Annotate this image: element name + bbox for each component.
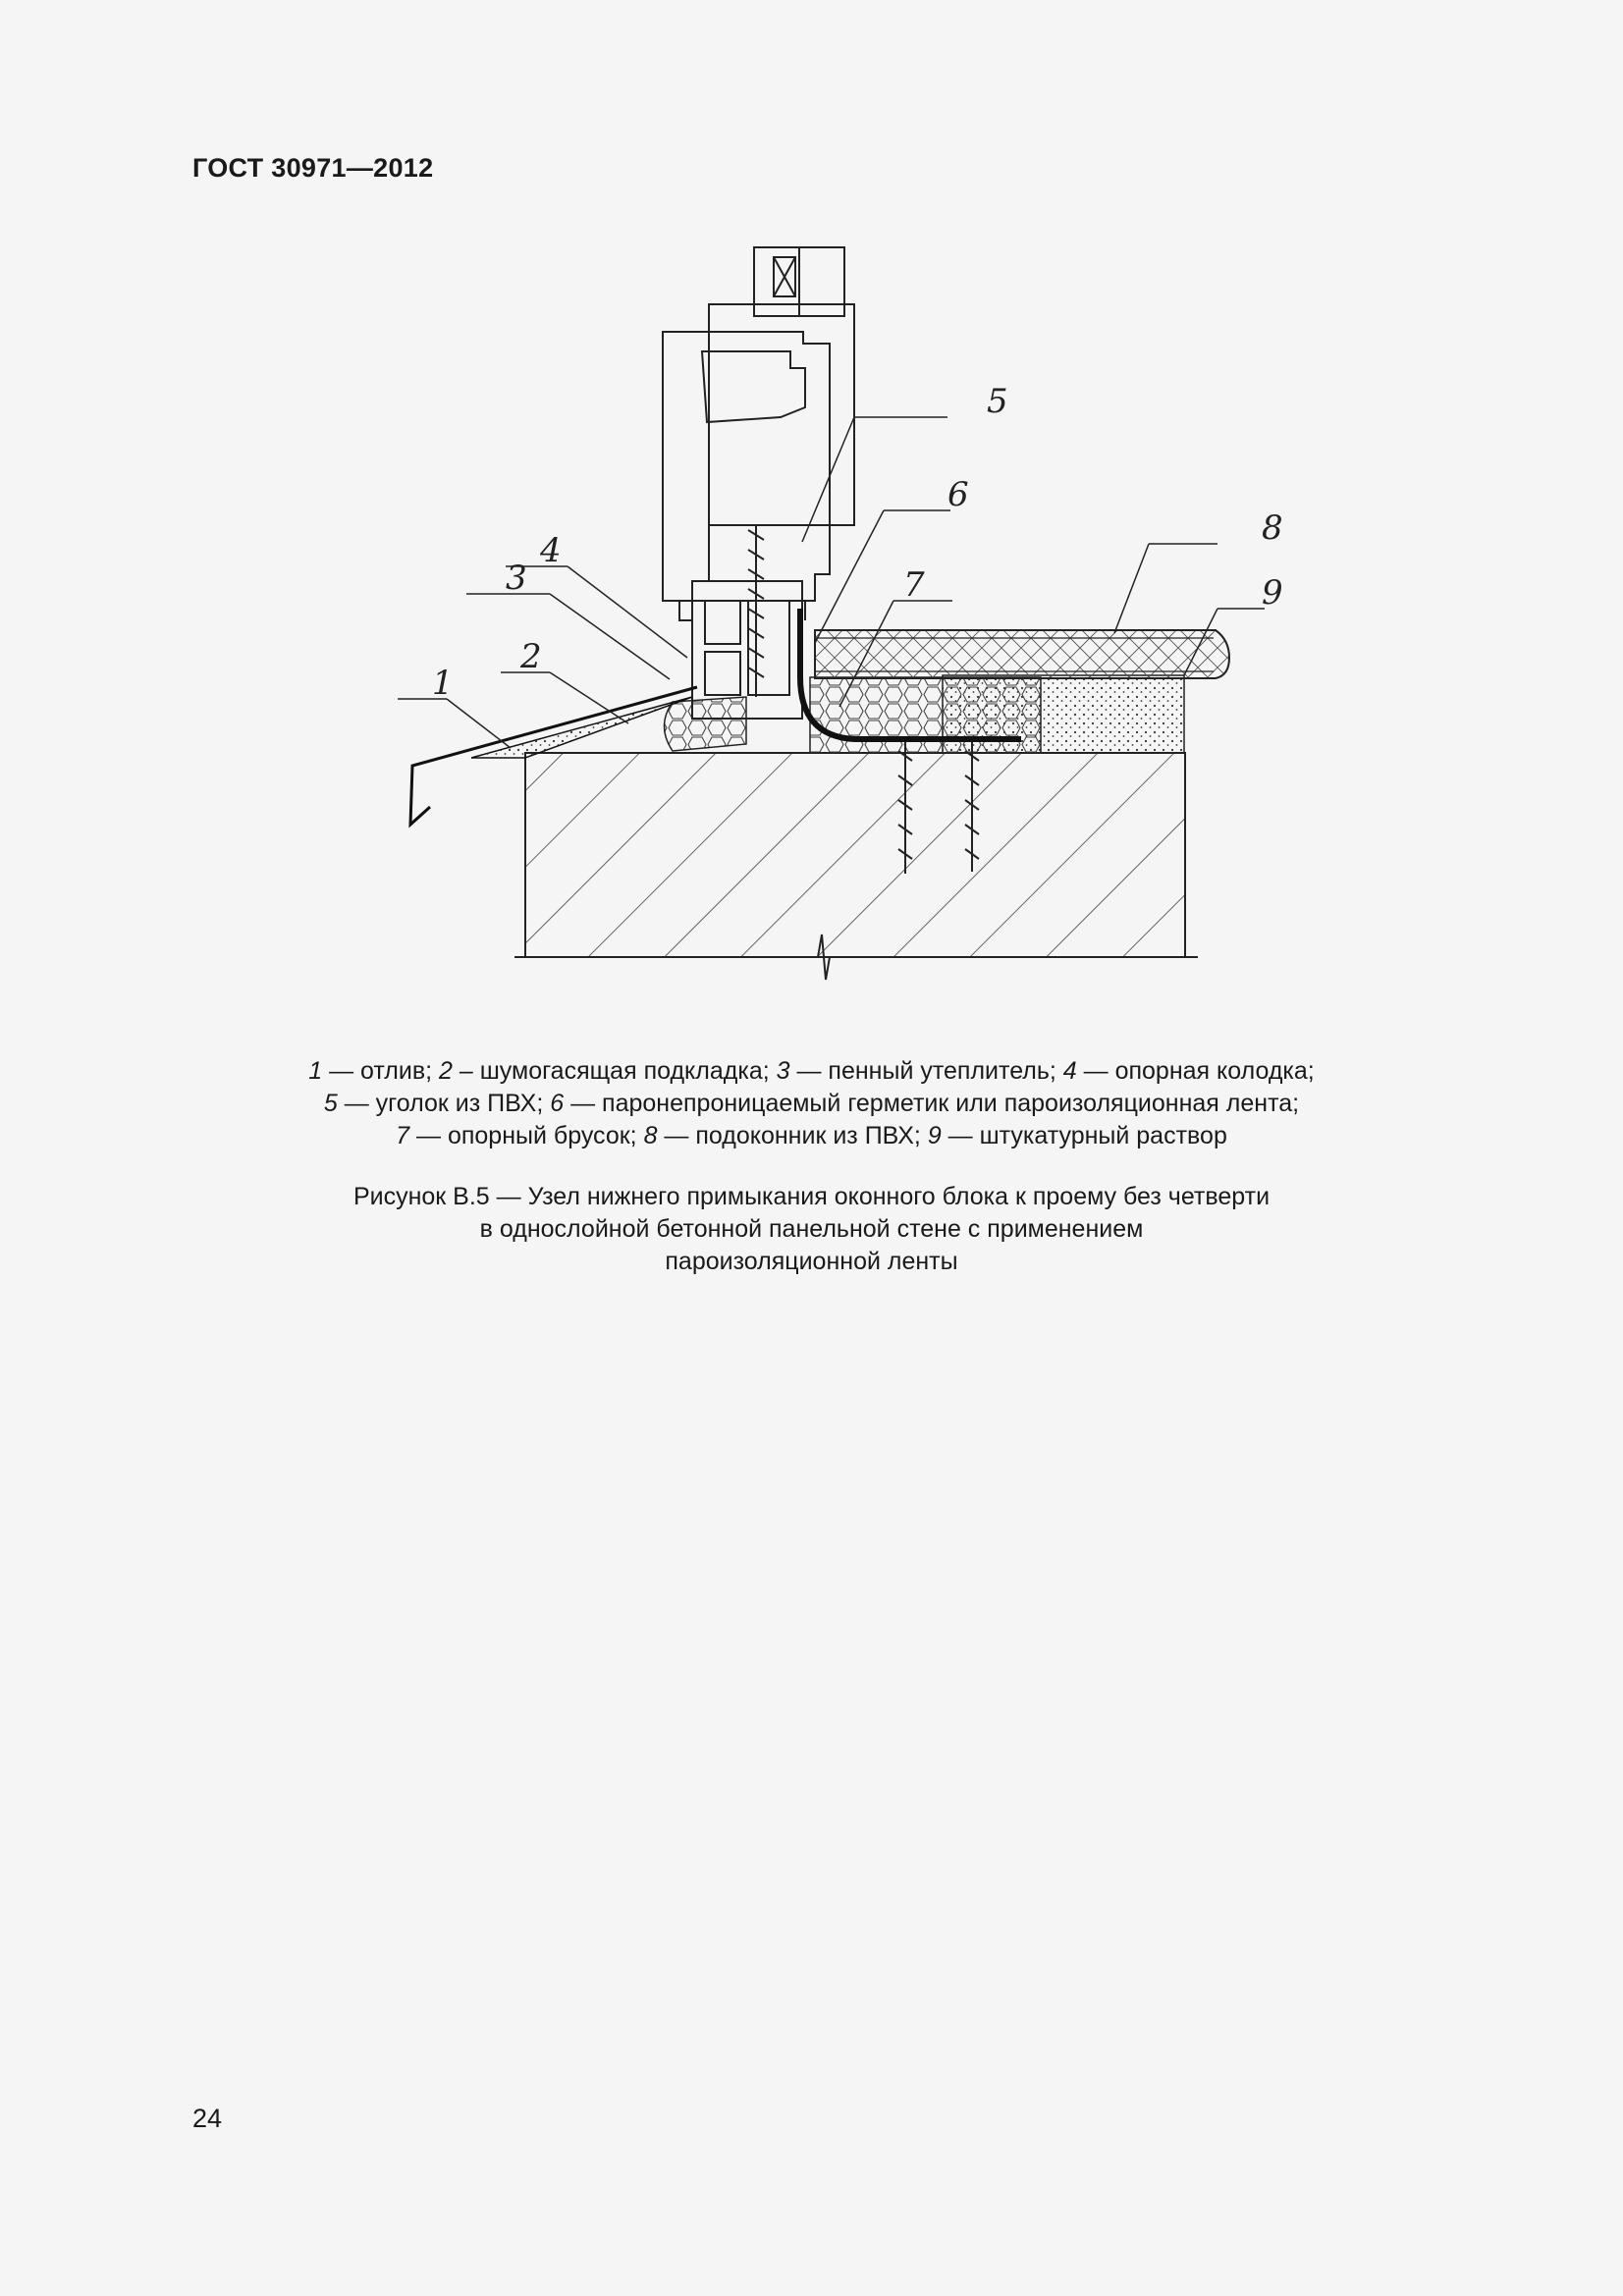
legend-num: 8 <box>643 1122 658 1149</box>
concrete-wall <box>514 753 1198 980</box>
legend-text: – шумогасящая подкладка; <box>452 1057 777 1085</box>
legend-num: 6 <box>550 1090 565 1117</box>
callout-8: 8 <box>1262 508 1283 548</box>
legend-text: — опорная колодка; <box>1076 1057 1315 1085</box>
caption-line: Рисунок В.5 — Узел нижнего примыкания оконного блока к проему без четверти <box>352 1183 1271 1210</box>
legend-line <box>196 1120 1427 1152</box>
legend-text: — паронепроницаемый герметик или пароизоляционная лента; <box>564 1090 1300 1117</box>
legend-num: 7 <box>396 1122 410 1149</box>
technical-drawing <box>393 236 1335 982</box>
caption-line: пароизоляционной ленты <box>665 1248 958 1275</box>
callout-6: 6 <box>947 475 969 514</box>
legend-text: — пенный утеплитель; <box>789 1057 1063 1085</box>
pvc-sill <box>815 630 1229 678</box>
document-header <box>192 153 433 184</box>
legend-num: 4 <box>1062 1057 1077 1085</box>
legend-text: — уголок из ПВХ; <box>337 1090 551 1117</box>
callout-7: 7 <box>903 565 925 605</box>
legend-num: 1 <box>308 1057 323 1085</box>
legend-text: — подоконник из ПВХ; <box>657 1122 928 1149</box>
legend-num: 3 <box>776 1057 790 1085</box>
legend-text: — опорный брусок; <box>409 1122 644 1149</box>
figure-legend <box>196 1055 1427 1152</box>
legend-text: — штукатурный раствор <box>941 1122 1227 1149</box>
callout-2: 2 <box>520 637 542 676</box>
figure-caption <box>196 1181 1427 1278</box>
legend-text: — отлив; <box>322 1057 440 1085</box>
callout-5: 5 <box>987 382 1008 421</box>
standard-number: ГОСТ 30971—2012 <box>192 153 434 183</box>
legend-line <box>196 1088 1427 1120</box>
callout-3: 3 <box>506 559 527 598</box>
callout-9: 9 <box>1262 573 1283 613</box>
legend-num: 9 <box>927 1122 942 1149</box>
legend-num: 2 <box>439 1057 453 1085</box>
callout-1: 1 <box>432 664 454 703</box>
caption-line: в однослойной бетонной панельной стене с применением <box>479 1215 1144 1243</box>
callout-4: 4 <box>540 531 562 570</box>
page-number: 24 <box>192 2104 223 2133</box>
legend-num: 5 <box>323 1090 338 1117</box>
legend-line <box>196 1055 1427 1088</box>
